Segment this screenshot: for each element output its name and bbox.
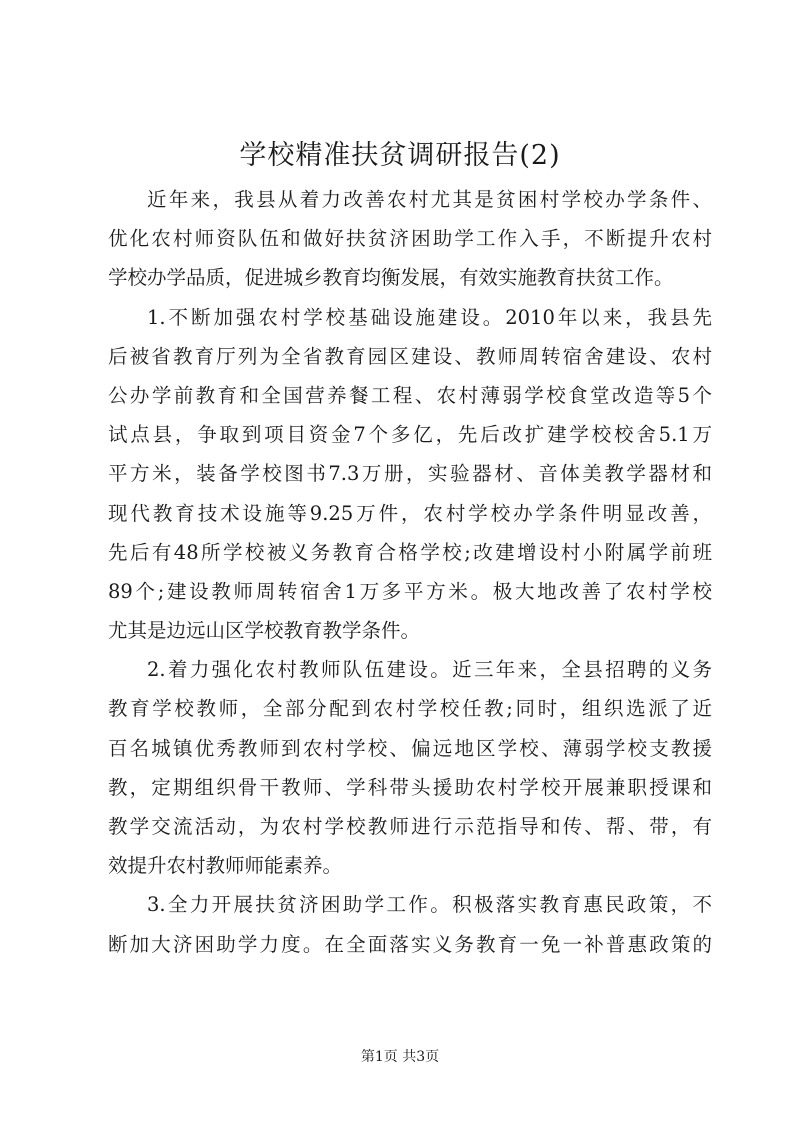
paragraph-line: 公办学前教育和全国营养餐工程、农村薄弱学校食堂改造等5个 xyxy=(108,383,712,407)
paragraph-line: 后被省教育厅列为全省教育园区建设、教师周转宿舍建设、农村 xyxy=(108,344,712,368)
paragraph-line: 先后有48所学校被义务教育合格学校;改建增设村小附属学前班 xyxy=(108,540,712,564)
paragraph-line: 效提升农村教师师能素养。 xyxy=(108,854,343,878)
paragraph-line: 尤其是边远山区学校教育教学条件。 xyxy=(108,619,421,643)
paragraph-line: 优化农村师资队伍和做好扶贫济困助学工作入手，不断提升农村 xyxy=(108,227,712,251)
paragraph-line: 断加大济困助学力度。在全面落实义务教育一免一补普惠政策的 xyxy=(108,932,712,956)
page-footer: 第1页 共3页 xyxy=(360,1049,440,1065)
paragraph-line: 百名城镇优秀教师到农村学校、偏远地区学校、薄弱学校支教援 xyxy=(108,736,712,760)
paragraph-line: 3.全力开展扶贫济困助学工作。积极落实教育惠民政策，不 xyxy=(147,893,712,917)
paragraph-line: 教学交流活动，为农村学校教师进行示范指导和传、帮、带，有 xyxy=(108,815,712,838)
document-title: 学校精准扶贫调研报告(2) xyxy=(239,140,561,171)
paragraph-line: 平方米，装备学校图书7.3万册，实验器材、音体美教学器材和 xyxy=(108,462,712,486)
paragraph-line: 现代教育技术设施等9.25万件，农村学校办学条件明显改善， xyxy=(108,501,712,525)
paragraph-line: 89个;建设教师周转宿舍1万多平方米。极大地改善了农村学校 xyxy=(108,579,712,603)
paragraph-line: 1.不断加强农村学校基础设施建设。2010年以来，我县先 xyxy=(147,305,712,329)
paragraph-line: 教，定期组织骨干教师、学科带头援助农村学校开展兼职授课和 xyxy=(108,775,712,799)
paragraph-line: 试点县，争取到项目资金7个多亿，先后改扩建学校校舍5.1万 xyxy=(108,423,712,447)
document-body xyxy=(108,180,712,964)
paragraph-line: 教育学校教师，全部分配到农村学校任教;同时，组织选派了近 xyxy=(108,697,712,721)
paragraph-line: 近年来，我县从着力改善农村尤其是贫困村学校办学条件、 xyxy=(147,188,712,211)
paragraph-line: 学校办学品质，促进城乡教育均衡发展，有效实施教育扶贫工作。 xyxy=(108,266,674,290)
paragraph-line: 2.着力强化农村教师队伍建设。近三年来，全县招聘的义务 xyxy=(147,658,712,682)
